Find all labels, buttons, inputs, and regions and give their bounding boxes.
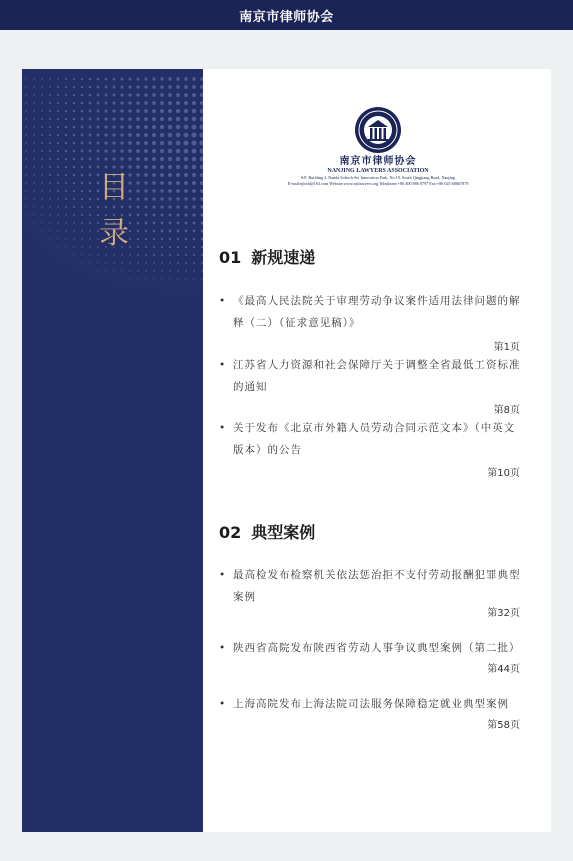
toc-item-page: 第44页 [487,664,520,675]
logo-contact: E-mail:njlssh@163.com Website:www.njslawyers.org Telephone:+86 400 886 9797 Fax:+86 025 68667879 [287,181,469,186]
toc-content [203,69,551,832]
section-heading [219,245,315,268]
toc-title: 目录 [99,170,129,251]
toc-item[interactable] [219,417,521,461]
bullet-icon: • [219,569,226,581]
toc-item[interactable] [219,354,521,398]
association-emblem-icon [353,105,403,155]
toc-item[interactable] [219,637,521,659]
toc-item-page: 第8页 [493,405,520,416]
header-title: 南京市律师协会 [239,9,334,25]
toc-item-text: 陕西省高院发布陕西省劳动人事争议典型案例（第二批） [233,642,521,654]
toc-item-page: 第58页 [487,720,520,731]
logo-name-cn: 南京市律师协会 [339,156,417,167]
section-heading [219,520,315,543]
toc-item[interactable] [219,564,521,608]
section-number: 01 [219,248,242,267]
toc-item[interactable] [219,693,521,715]
section-number: 02 [219,523,242,542]
section-title: 典型案例 [251,523,316,542]
toc-page [22,69,551,832]
logo-address: 6/F, Building 2, Nanda Softech Sci Innovation Park, No.19, South Qingjiang Road, Nanjing [301,175,455,180]
toc-item-text: 最高检发布检察机关依法惩治拒不支付劳动报酬犯罪典型案例 [233,569,521,603]
toc-sidebar [22,69,203,832]
toc-item-page: 第10页 [487,468,520,479]
toc-item[interactable] [219,290,521,334]
toc-item-text: 上海高院发布上海法院司法服务保障稳定就业典型案例 [233,698,509,710]
toc-item-text: 《最高人民法院关于审理劳动争议案件适用法律问题的解释（二）（征求意见稿）》 [233,295,521,329]
logo-name-en: NANJING LAWYERS ASSOCIATION [327,168,429,174]
toc-item-text: 江苏省人力资源和社会保障厅关于调整全省最低工资标准的通知 [233,359,521,393]
bullet-icon: • [219,642,226,654]
toc-item-page: 第32页 [487,608,520,619]
section-title: 新规速递 [251,248,316,267]
bullet-icon: • [219,359,226,371]
bullet-icon: • [219,295,226,307]
bullet-icon: • [219,422,226,434]
bullet-icon: • [219,698,226,710]
toc-item-page: 第1页 [493,342,520,353]
toc-item-text: 关于发布《北京市外籍人员劳动合同示范文本》（中英文版本）的公告 [233,422,516,456]
header-bar [0,0,573,30]
association-logo [253,105,503,195]
